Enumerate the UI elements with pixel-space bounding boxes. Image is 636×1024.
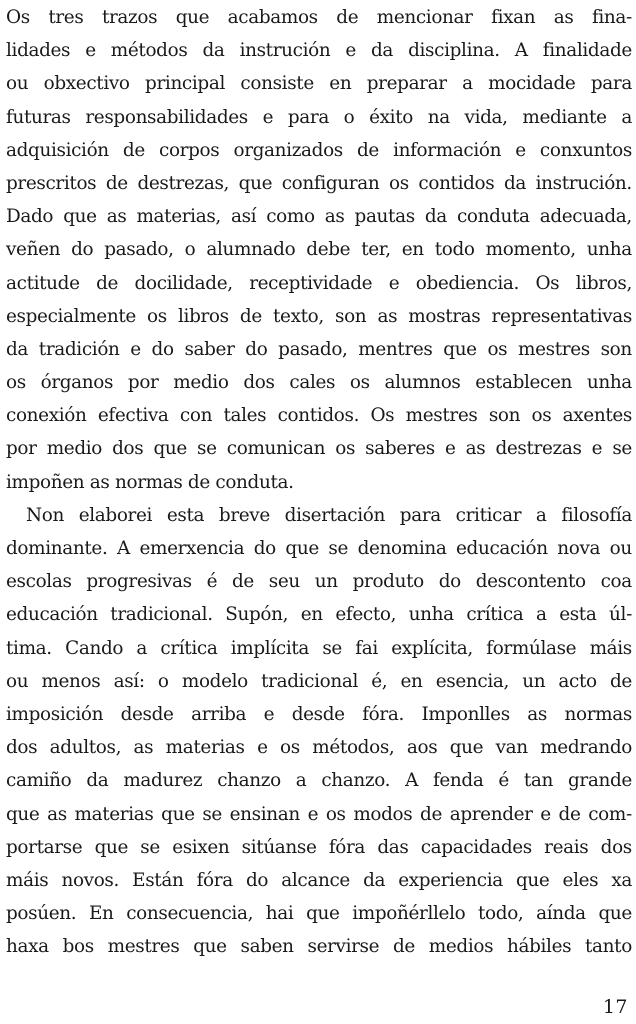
- text-line: por medio dos que se comunican os saberes e as destrezas e se: [6, 438, 632, 460]
- page-number: 17: [602, 996, 628, 1018]
- text-line: dos adultos, as materias e os métodos, aos que van medrando: [6, 737, 632, 759]
- text-line: Dado que as materias, así como as pautas da conduta adecuada,: [6, 206, 632, 228]
- text-line: que as materias que se ensinan e os modos de aprender e de com-: [6, 803, 632, 825]
- text-line: dominante. A emerxencia do que se denomina educación nova ou: [6, 538, 632, 559]
- text-line: ou obxectivo principal consiste en preparar a mocidade para: [6, 73, 632, 95]
- text-line: conexión efectiva con tales contidos. Os mestres son os axentes: [6, 405, 632, 427]
- paragraph: [6, 1, 632, 499]
- text-line: haxa bos mestres que saben servirse de medios hábiles tanto: [6, 936, 632, 958]
- text-line: actitude de docilidade, receptividade e obediencia. Os libros,: [6, 272, 632, 294]
- text-line: lidades e métodos da instrución e da disciplina. A finalidade: [6, 40, 632, 62]
- text-line: prescritos de destrezas, que configuran os contidos da instrución.: [6, 172, 632, 194]
- text-line: ou menos así: o modelo tradicional é, en esencia, un acto de: [6, 670, 632, 692]
- paragraph: [6, 499, 632, 964]
- text-line: escolas progresivas é de seu un produto do descontento coa: [6, 571, 632, 593]
- text-line: especialmente os libros de texto, son as mostras representativas: [6, 305, 632, 327]
- text-line: educación tradicional. Supón, en efecto, unha crítica a esta úl-: [6, 604, 632, 626]
- text-line: da tradición e do saber do pasado, mentres que os mestres son: [6, 338, 632, 360]
- text-line: Non elaborei esta breve disertación para criticar a filosofía: [26, 504, 632, 526]
- text-line: Os tres trazos que acabamos de mencionar fixan as fina-: [6, 7, 632, 28]
- body-text: [6, 1, 632, 963]
- text-line: máis novos. Están fóra do alcance da experiencia que eles xa: [6, 869, 632, 891]
- text-line: imposición desde arriba e desde fóra. Imponlles as normas: [6, 703, 632, 725]
- text-line: os órganos por medio dos cales os alumnos establecen unha: [6, 372, 632, 394]
- text-line: veñen do pasado, o alumnado debe ter, en todo momento, unha: [6, 239, 632, 261]
- text-line: futuras responsabilidades e para o éxito na vida, mediante a: [6, 106, 632, 128]
- text-line: posúen. En consecuencia, hai que impoñérllelo todo, aínda que: [6, 903, 632, 925]
- text-line: adquisición de corpos organizados de información e conxuntos: [6, 139, 632, 161]
- text-line: impoñen as normas de conduta.: [6, 471, 294, 493]
- text-line: camiño da madurez chanzo a chanzo. A fenda é tan grande: [6, 770, 632, 792]
- text-line: portarse que se esixen sitúanse fóra das capacidades reais dos: [6, 836, 632, 858]
- text-line: tima. Cando a crítica implícita se fai explícita, formúlase máis: [6, 637, 632, 659]
